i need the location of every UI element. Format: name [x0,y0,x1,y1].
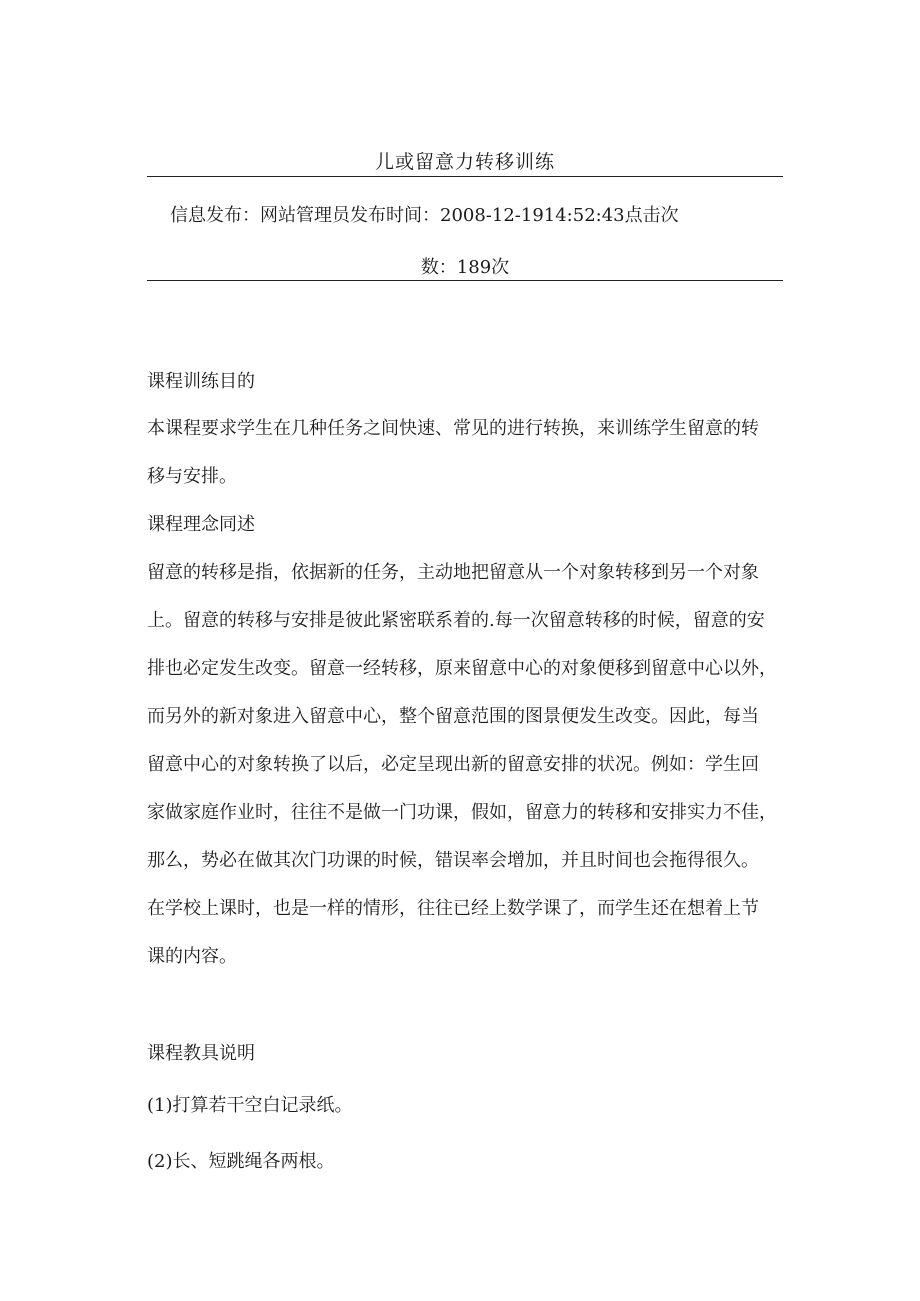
paragraph-line: 移与安排。 [147,466,237,487]
section-heading-concept: 课程理念同述 [147,514,255,535]
title-divider [147,176,783,177]
paragraph-line: 排也必定发生改变。留意一经转移，原来留意中心的对象便移到留意中心以外， [147,658,777,679]
paragraph-line: 上。留意的转移与安排是彼此紧密联系着的.每一次留意转移的时候，留意的安 [147,610,765,631]
article-meta-line-1: 信息发布：网站管理员发布时间：2008-12-1914:52:43点击次 [170,205,679,226]
paragraph-line: 留意中心的对象转换了以后，必定呈现出新的留意安排的状况。例如：学生回 [147,754,759,775]
section-body-concept [147,549,787,981]
tools-list-item: (1)打算若干空白记录纸。 [147,1095,353,1116]
paragraph-line: 本课程要求学生在几种任务之间快速、常见的进行转换，来训练学生留意的转 [147,418,759,439]
section-body-goal [147,405,787,501]
paragraph-line: 而另外的新对象进入留意中心，整个留意范围的图景便发生改变。因此，每当 [147,706,759,727]
meta-divider [147,280,783,281]
section-heading-goal: 课程训练目的 [147,371,255,392]
tools-list-item: (2)长、短跳绳各两根。 [147,1151,335,1172]
article-meta-line-2: 数：189次 [420,257,510,278]
section-heading-tools: 课程教具说明 [147,1043,255,1064]
paragraph-line: 留意的转移是指，依据新的任务，主动地把留意从一个对象转移到另一个对象 [147,562,759,583]
paragraph-line: 课的内容。 [147,946,237,967]
article-title: 儿或留意力转移训练 [374,151,555,173]
paragraph-line: 在学校上课时，也是一样的情形，往往已经上数学课了，而学生还在想着上节 [147,898,759,919]
paragraph-line: 家做家庭作业时，往往不是做一门功课，假如，留意力的转移和安排实力不佳， [147,802,777,823]
paragraph-line: 那么，势必在做其次门功课的时候，错误率会增加，并且时间也会拖得很久。 [147,850,759,871]
